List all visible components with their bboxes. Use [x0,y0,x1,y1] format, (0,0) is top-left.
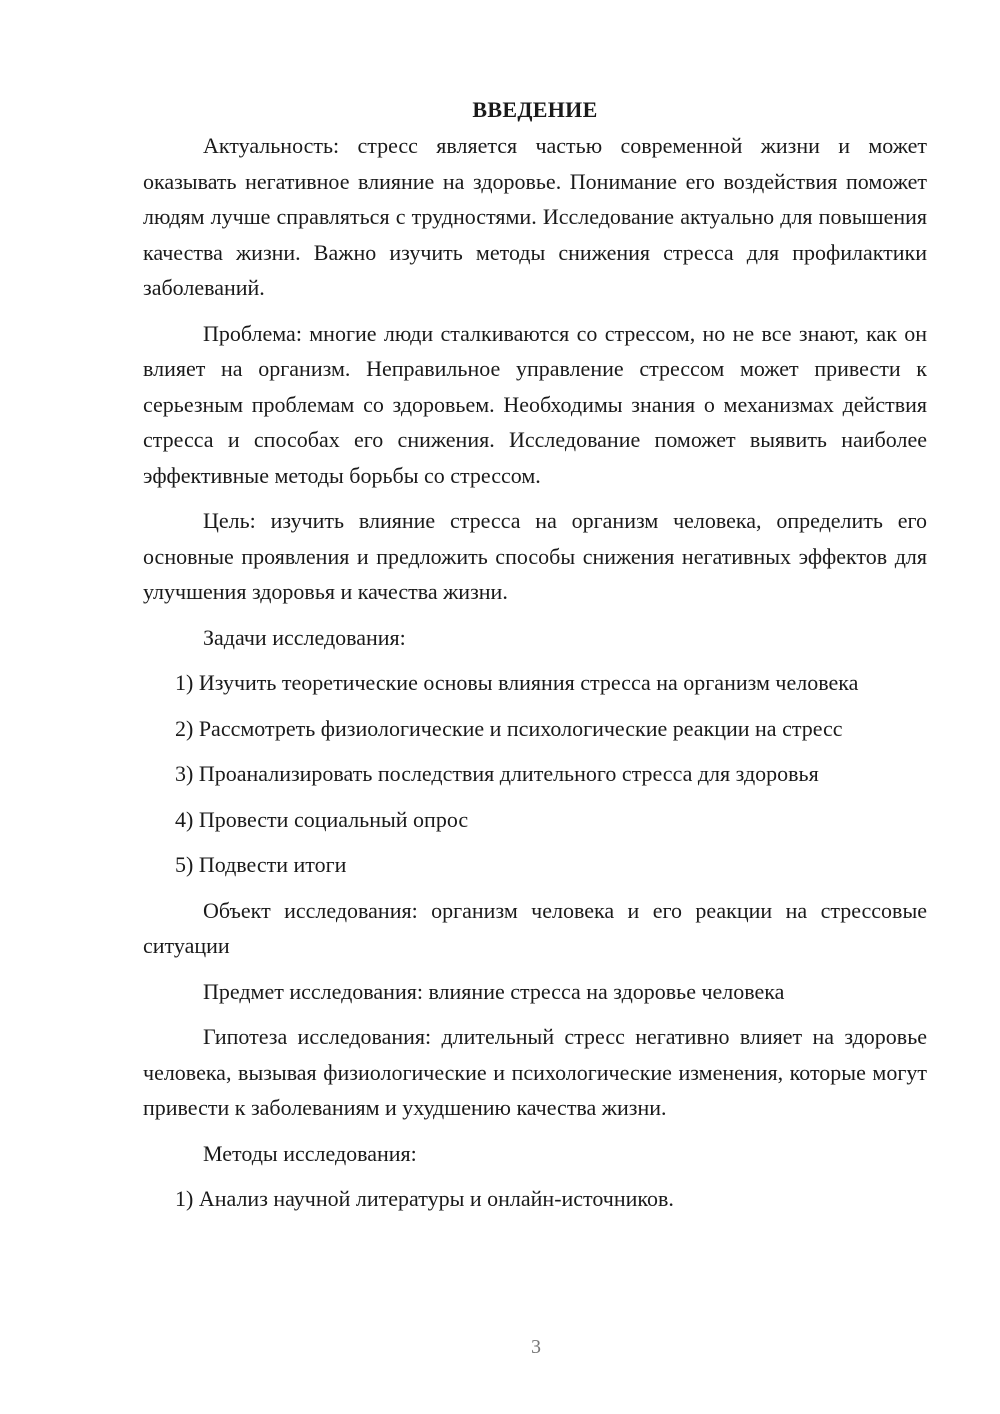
tasks-label: Задачи исследования: [203,624,406,650]
problem-paragraph: Проблема: многие люди сталкиваются со стрессом, но не все знают, как он влияет на организм. Неправильное управление стрессом может привести к серьезным проблемам со здоровьем. Необходимы знания о механизмах действия стресса и способах его снижения. Исследование поможет выявить наиболее эффективные методы борьбы со стрессом. [143,320,927,488]
methods-label: Методы исследования: [203,1140,417,1166]
page-number: 3 [531,1336,541,1358]
page-title: ВВЕДЕНИЕ [472,97,598,122]
object-paragraph: Объект исследования: организм человека и его реакции на стрессовые ситуации [143,897,927,958]
task-item: 1) Изучить теоретические основы влияния стресса на организм человека [175,670,859,695]
goal-paragraph: Цель: изучить влияние стресса на организм человека, определить его основные проявления и предложить способы снижения негативных эффектов для улучшения здоровья и качества жизни. [143,508,927,604]
document-page [143,95,927,1227]
task-item: 4) Провести социальный опрос [175,806,469,832]
task-item: 5) Подвести итоги [175,852,347,877]
task-item: 3) Проанализировать последствия длительного стресса для здоровья [175,761,819,786]
hypothesis-paragraph: Гипотеза исследования: длительный стресс негативно влияет на здоровье человека, вызывая физиологические и психологические изменения, которые могут привести к заболеваниям и ухудшению качества жизни. [143,1024,927,1120]
method-item: 1) Анализ научной литературы и онлайн-источников. [175,1186,674,1211]
actuality-paragraph: Актуальность: стресс является частью современной жизни и может оказывать негативное влияние на здоровье. Понимание его воздействия поможет людям лучше справляться с трудностями. Исследование актуально для повышения качества жизни. Важно изучить методы снижения стресса для профилактики заболеваний. [143,133,927,300]
task-item: 2) Рассмотреть физиологические и психологические реакции на стресс [175,715,843,741]
subject-paragraph: Предмет исследования: влияние стресса на здоровье человека [203,978,785,1004]
